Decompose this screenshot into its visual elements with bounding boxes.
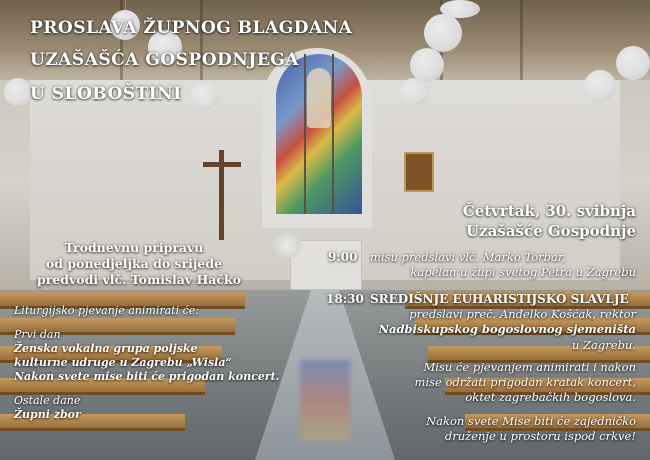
event2-title: SREDIŠNJE EUHARISTIJSKO SLAVLJE [370, 292, 629, 306]
day1-line-2: kulturne udruge u Zagrebu „Wisla“ [14, 356, 232, 369]
event2-line-3: u Zagrebu. [572, 338, 636, 352]
day1-label: Prvi dan [14, 328, 61, 341]
title-line-2: UZAŠAŠĆA GOSPODNJEGA [30, 50, 299, 70]
event1-line-2: kapelan u župi svetog Petra u Zagrebu [410, 265, 636, 279]
other-days-label: Ostale dane [14, 394, 81, 407]
prep-line-2: od ponedjeljka do srijede [45, 256, 223, 271]
title-line-3: U SLOBOŠTINI [30, 84, 182, 104]
event1-line-1: misu predslavi vlč. Marko Torbar, [370, 250, 566, 264]
event2-line-6: oktet zagrebačkih bogoslova. [465, 390, 636, 404]
event2-time: 18:30 [326, 292, 364, 306]
other-days-value: Župni zbor [14, 408, 81, 421]
prep-line-1: Trodnevnu pripravu [64, 240, 204, 255]
closing-line-1: Nakon svete Mise biti će zajedničko [426, 414, 636, 428]
title-line-1: PROSLAVA ŽUPNOG BLAGDANA [30, 18, 353, 38]
event1-time: 9:00 [328, 250, 358, 264]
event2-line-1: predslavi preč. Anđelko Košćak, rektor [409, 307, 636, 321]
event2-line-4: Misu će pjevanjem animirati i nakon [423, 360, 636, 374]
feast-name: Uzašašće Gospodnje [466, 222, 636, 240]
event2-line-5: mise održati prigodan kratak koncert, [414, 375, 636, 389]
closing-line-2: druženje u prostoru ispod crkve! [444, 429, 636, 443]
prep-line-3: predvodi vlč. Tomislav Hačko [37, 272, 241, 287]
music-intro: Liturgijsko pjevanje animirati će: [14, 304, 199, 317]
day1-line-3: Nakon svete mise biti će prigodan koncert. [14, 370, 280, 383]
day1-line-1: Ženska vokalna grupa poljske [14, 342, 198, 355]
event-date: Četvrtak, 30. svibnja [462, 202, 636, 220]
event2-line-2: Nadbiskupskog bogoslovnog sjemeništa [378, 322, 636, 336]
